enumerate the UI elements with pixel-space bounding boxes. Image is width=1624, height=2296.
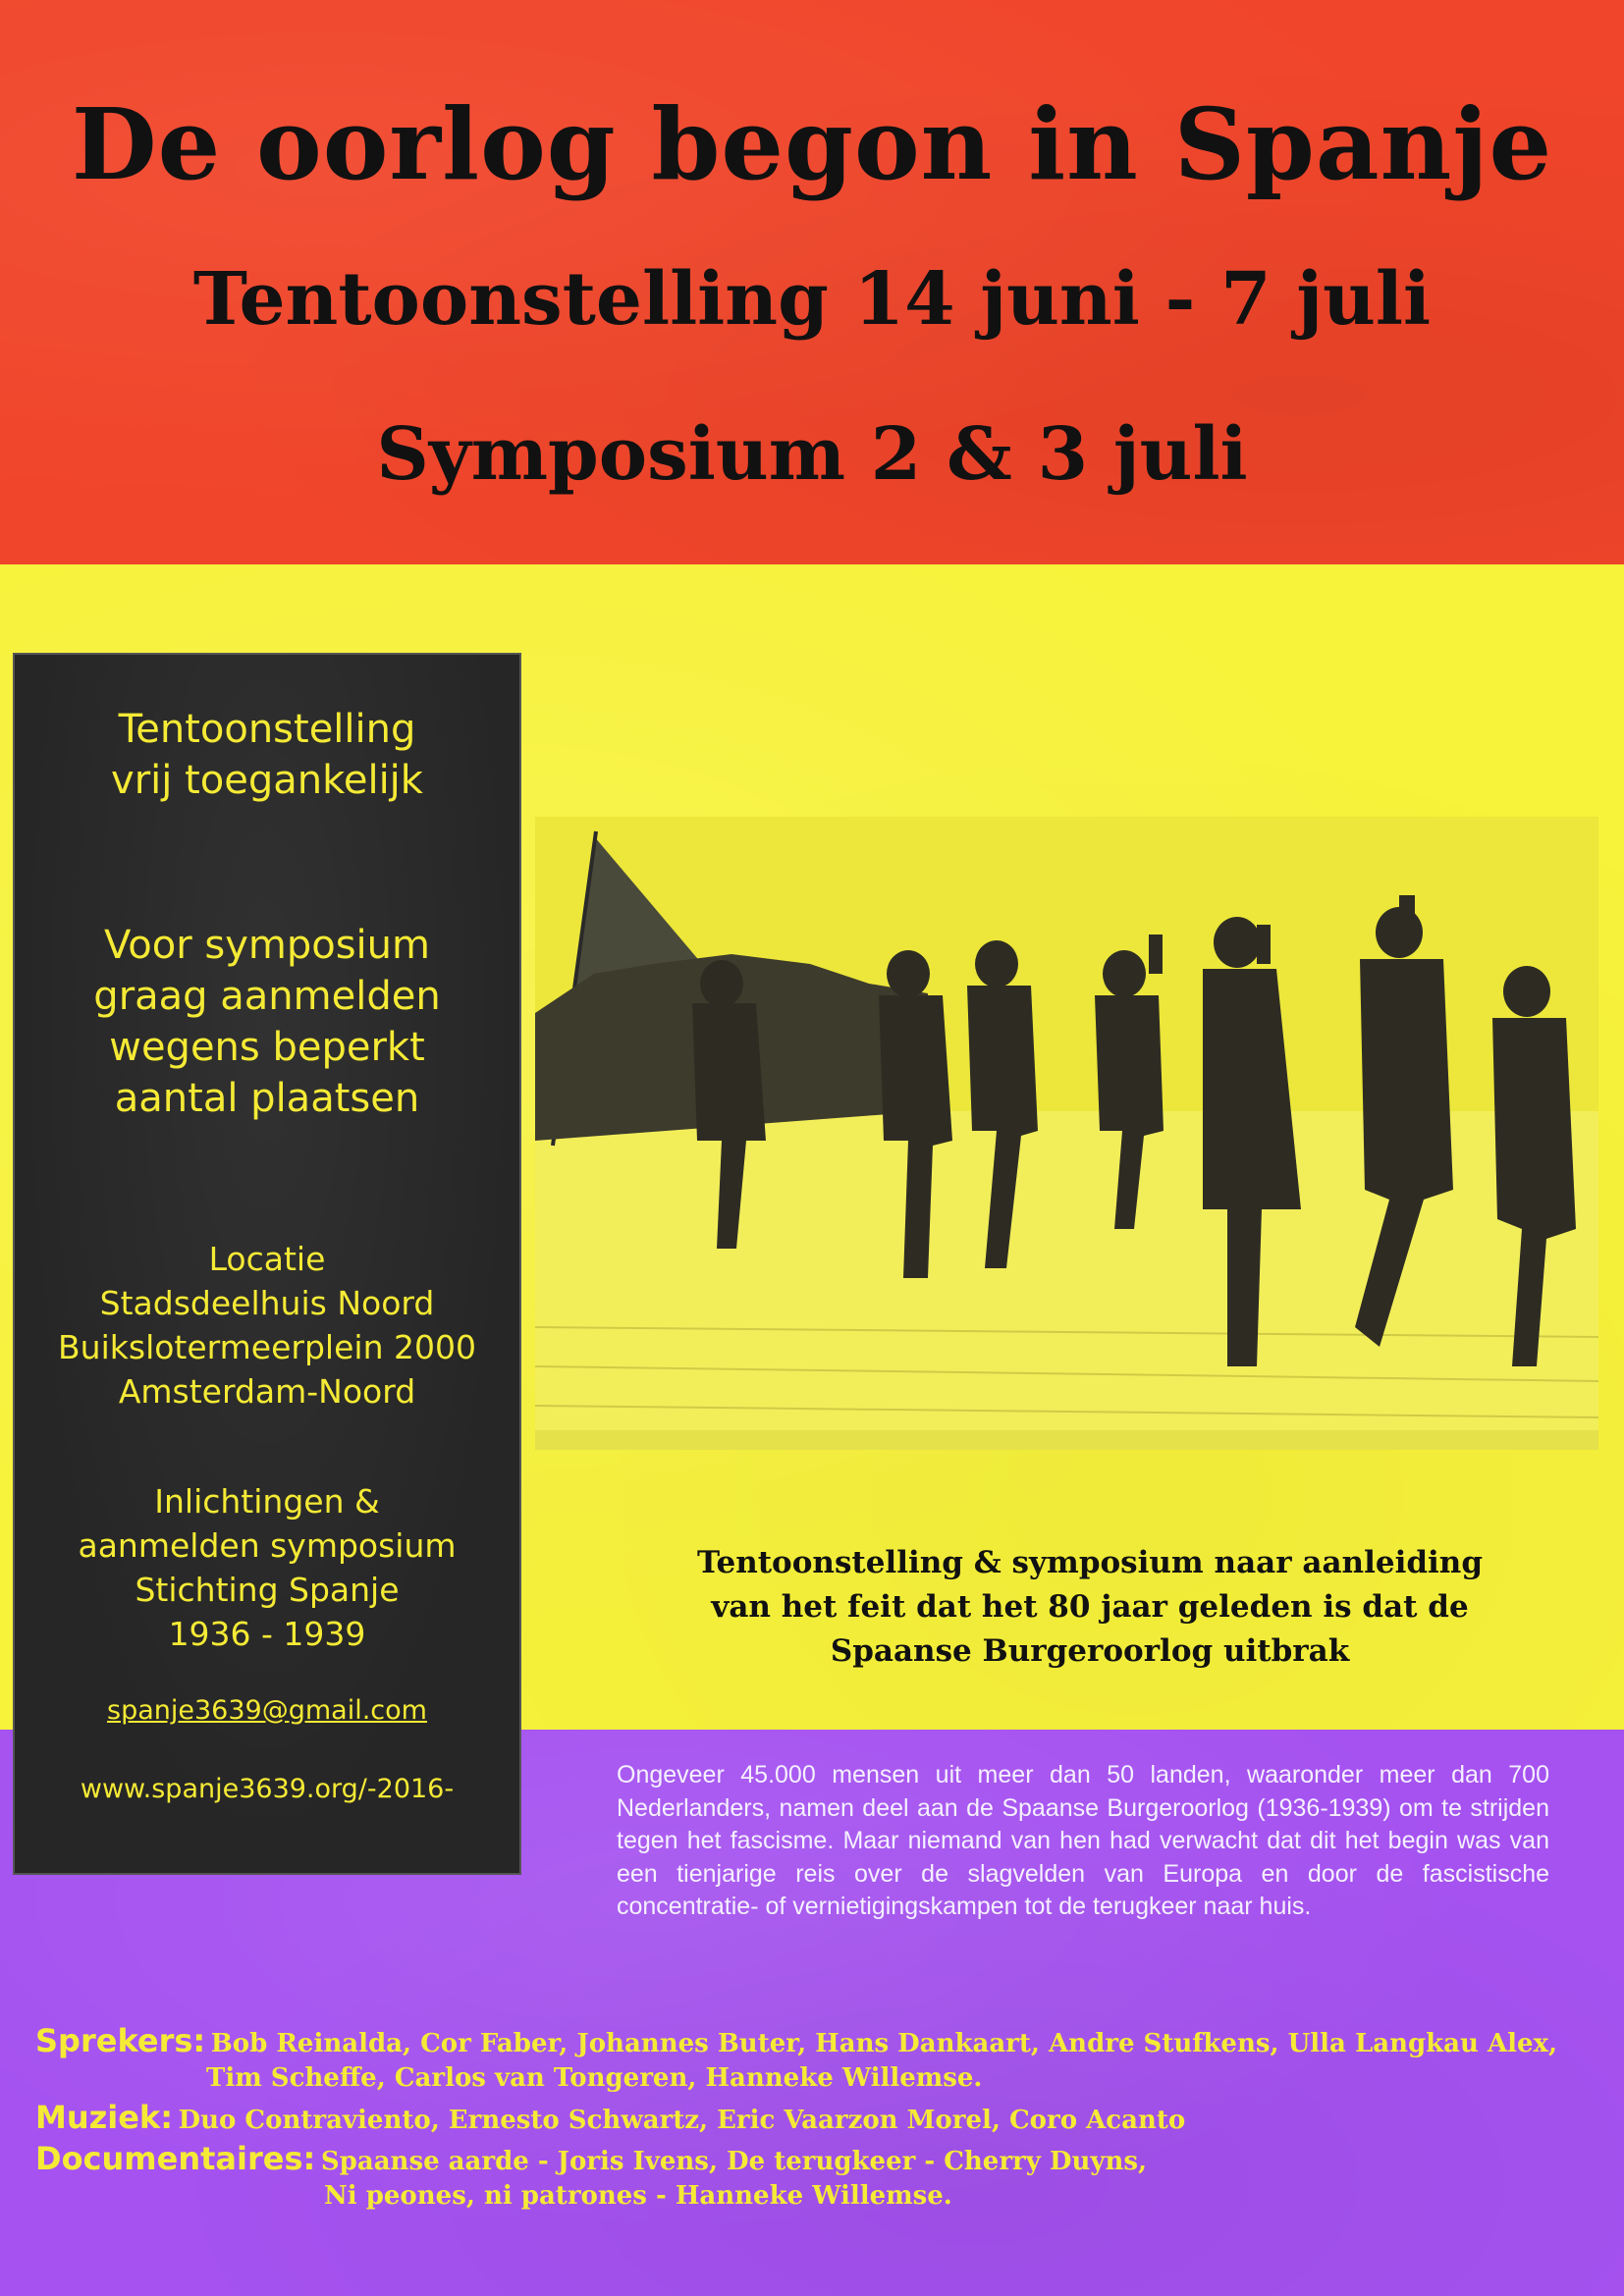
symposium-dates: Symposium 2 & 3 juli [376,412,1248,497]
location-info: Locatie Stadsdeelhuis Noord Buikslotermeerplein 2000 Amsterdam-Noord [58,1240,476,1411]
documentaries-list-continued: Ni peones, ni patrones - Hanneke Willemse. [324,2181,952,2211]
documentaries-list: Spaanse aarde - Joris Ivens, De terugkeer - Cherry Duyns, [320,2147,1148,2176]
speakers-credit [35,2022,1557,2059]
contact-info: Inlichtingen & aanmelden symposium Stichting Spanje 1936 - 1939 [78,1482,457,1653]
exhibition-dates: Tentoonstelling 14 juni - 7 juli [192,257,1432,342]
admission-info: Tentoonstelling vrij toegankelijk [111,707,423,803]
speakers-list: Bob Reinalda, Cor Faber, Johannes Buter, Hans Dankaart, Andre Stufkens, Ulla Langkau Alex, [210,2029,1558,2058]
info-box [13,653,521,1875]
photo-caption: Tentoonstelling & symposium naar aanleiding van het feit dat het 80 jaar geleden is dat de Spaanse Burgeroorlog uitbrak [696,1545,1484,1669]
speakers-label: Sprekers: [35,2022,206,2059]
background-paragraph: Ongeveer 45.000 mensen uit meer dan 50 landen, waaronder meer dan 700 Nederlanders, namen deel aan de Spaanse Burgeroorlog (1936-1939) om te strijden tegen het fascisme. Maar niemand van hen had verwacht dat dit het begin was van een tienjarige reis over de slagvelden van Europa en door de fascistische concentratie- of vernietigingskampen tot de terugkeer naar huis. [617,1761,1549,1920]
documentaries-label: Documentaires: [35,2140,316,2177]
website-link[interactable]: www.spanje3639.org/-2016- [80,1774,455,1804]
speakers-list-continued: Tim Scheffe, Carlos van Tongeren, Hanneke Willemse. [206,2063,983,2093]
music-list: Duo Contraviento, Ernesto Schwartz, Eric Vaarzon Morel, Coro Acanto [178,2106,1186,2135]
poster-title: De oorlog begon in Spanje [71,86,1553,202]
music-label: Muziek: [35,2099,173,2136]
email-link[interactable]: spanje3639@gmail.com [107,1695,427,1726]
registration-info: Voor symposium graag aanmelden wegens beperkt aantal plaatsen [93,923,441,1121]
historical-photo-marching-volunteers [535,817,1598,1450]
documentaries-credit [35,2140,1147,2177]
music-credit [35,2099,1185,2136]
